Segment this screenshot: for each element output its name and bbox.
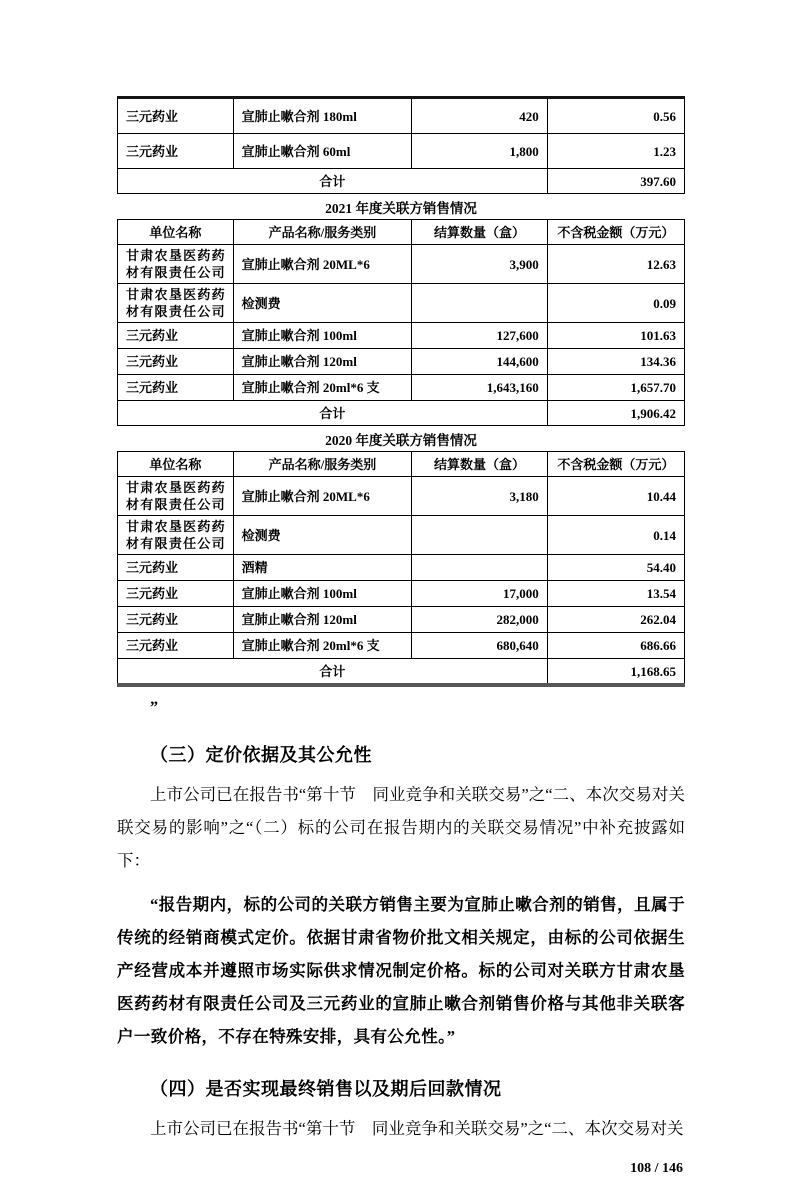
col-header-amount: 不含税金额（万元） <box>547 220 684 245</box>
table-footer <box>118 401 685 426</box>
cell-quantity: 420 <box>412 98 548 134</box>
section-heading-4: （四）是否实现最终销售以及期后回款情况 <box>150 1079 502 1099</box>
cell-amount: 262.04 <box>547 607 684 633</box>
total-amount: 1,906.42 <box>547 401 684 426</box>
cell-quantity: 3,180 <box>412 477 548 516</box>
cell-product-name: 宣肺止嗽合剂 120ml <box>233 607 412 633</box>
cell-amount: 686.66 <box>547 633 684 659</box>
table-row-total <box>118 659 685 686</box>
table-row <box>118 633 685 659</box>
table-row <box>118 516 685 555</box>
cell-quantity: 1,800 <box>412 134 548 169</box>
cell-quantity: 1,643,160 <box>412 375 548 401</box>
cell-quantity: 282,000 <box>412 607 548 633</box>
table-body <box>118 477 685 659</box>
cell-quantity: 680,640 <box>412 633 548 659</box>
cell-amount: 0.09 <box>547 284 684 323</box>
total-label: 合计 <box>118 659 548 686</box>
table-footer <box>118 659 685 686</box>
table-row <box>118 607 685 633</box>
cell-unit-name: 三元药业 <box>118 633 234 659</box>
cell-product-name: 宣肺止嗽合剂 100ml <box>233 323 412 349</box>
table-row <box>118 555 685 581</box>
table-caption-2021: 2021 年度关联方销售情况 <box>325 201 477 216</box>
cell-product-name: 宣肺止嗽合剂 180ml <box>233 98 412 134</box>
table-row <box>118 477 685 516</box>
table-row <box>118 284 685 323</box>
col-header-product: 产品名称/服务类别 <box>233 452 412 477</box>
page-number: 108 / 146 <box>630 1161 683 1176</box>
cell-amount: 54.40 <box>547 555 684 581</box>
cell-amount: 134.36 <box>547 349 684 375</box>
table-body <box>118 98 685 169</box>
col-header-unit: 单位名称 <box>118 452 234 477</box>
cell-product-name: 检测费 <box>233 284 412 323</box>
cell-amount: 12.63 <box>547 245 684 284</box>
cell-unit-name: 三元药业 <box>118 581 234 607</box>
cell-quantity: 17,000 <box>412 581 548 607</box>
cell-amount: 0.56 <box>547 98 684 134</box>
cell-quantity <box>412 555 548 581</box>
quote-close-mark: ” <box>150 699 158 716</box>
total-label: 合计 <box>118 401 548 426</box>
cell-amount: 101.63 <box>547 323 684 349</box>
total-amount: 397.60 <box>547 169 684 194</box>
table-footer <box>118 169 685 194</box>
cell-product-name: 宣肺止嗽合剂 20ml*6 支 <box>233 375 412 401</box>
cell-unit-name: 甘肃农垦医药药材有限责任公司 <box>118 477 234 516</box>
table-row <box>118 98 685 134</box>
col-header-amount: 不含税金额（万元） <box>547 452 684 477</box>
col-header-product: 产品名称/服务类别 <box>233 220 412 245</box>
cell-unit-name: 三元药业 <box>118 349 234 375</box>
section-3-paragraph: 上市公司已在报告书“第十节 同业竞争和关联交易”之“二、本次交易对关联交易的影响”之“（二）标的公司在报告期内的关联交易情况”中补充披露如下： <box>117 785 685 870</box>
cell-amount: 10.44 <box>547 477 684 516</box>
cell-product-name: 宣肺止嗽合剂 20ML*6 <box>233 245 412 284</box>
cell-unit-name: 三元药业 <box>118 98 234 134</box>
cell-unit-name: 甘肃农垦医药药材有限责任公司 <box>118 284 234 323</box>
section-3-quote-paragraph: “报告期内，标的公司的关联方销售主要为宣肺止嗽合剂的销售，且属于传统的经销商模式定价。依据甘肃省物价批文相关规定，由标的公司依据生产经营成本并遵照市场实际供求情况制定价格。标的公司对关联方甘肃农垦医药药材有限责任公司及三元药业的宣肺止嗽合剂销售价格与其他非关联客户一致价格，不存在特殊安排，具有公允性。” <box>117 895 685 1046</box>
table-row-total <box>118 169 685 194</box>
table-row <box>118 349 685 375</box>
table-header <box>118 452 685 477</box>
table-row-total <box>118 401 685 426</box>
cell-unit-name: 三元药业 <box>118 555 234 581</box>
cell-product-name: 宣肺止嗽合剂 20ML*6 <box>233 477 412 516</box>
cell-amount: 1,657.70 <box>547 375 684 401</box>
cell-unit-name: 三元药业 <box>118 375 234 401</box>
section-4-paragraph: 上市公司已在报告书“第十节 同业竞争和关联交易”之“二、本次交易对关 <box>150 1119 684 1138</box>
cell-amount: 13.54 <box>547 581 684 607</box>
cell-unit-name: 甘肃农垦医药药材有限责任公司 <box>118 245 234 284</box>
table-row <box>118 323 685 349</box>
table-header <box>118 220 685 245</box>
cell-product-name: 宣肺止嗽合剂 60ml <box>233 134 412 169</box>
cell-quantity: 3,900 <box>412 245 548 284</box>
cell-product-name: 宣肺止嗽合剂 100ml <box>233 581 412 607</box>
table-row <box>118 245 685 284</box>
cell-product-name: 宣肺止嗽合剂 20ml*6 支 <box>233 633 412 659</box>
table-body <box>118 245 685 401</box>
cell-unit-name: 三元药业 <box>118 323 234 349</box>
related-sales-table-2020 <box>117 451 685 687</box>
total-amount: 1,168.65 <box>547 659 684 686</box>
cell-unit-name: 三元药业 <box>118 134 234 169</box>
page-content <box>117 96 685 1177</box>
table-caption-2020: 2020 年度关联方销售情况 <box>325 433 477 448</box>
col-header-quantity: 结算数量（盒） <box>412 220 548 245</box>
table-row <box>118 375 685 401</box>
col-header-quantity: 结算数量（盒） <box>412 452 548 477</box>
col-header-unit: 单位名称 <box>118 220 234 245</box>
related-sales-table-2021 <box>117 219 685 426</box>
cell-product-name: 酒精 <box>233 555 412 581</box>
cell-amount: 1.23 <box>547 134 684 169</box>
cell-quantity <box>412 516 548 555</box>
cell-amount: 0.14 <box>547 516 684 555</box>
table-row <box>118 134 685 169</box>
cell-unit-name: 甘肃农垦医药药材有限责任公司 <box>118 516 234 555</box>
cell-quantity: 144,600 <box>412 349 548 375</box>
cell-product-name: 检测费 <box>233 516 412 555</box>
cell-unit-name: 三元药业 <box>118 607 234 633</box>
table-header-row <box>118 220 685 245</box>
cell-quantity: 127,600 <box>412 323 548 349</box>
table-row <box>118 581 685 607</box>
total-label: 合计 <box>118 169 548 194</box>
section-heading-3: （三）定价依据及其公允性 <box>150 745 372 765</box>
related-sales-table-prev-year <box>117 96 685 194</box>
table-header-row <box>118 452 685 477</box>
cell-quantity <box>412 284 548 323</box>
cell-product-name: 宣肺止嗽合剂 120ml <box>233 349 412 375</box>
